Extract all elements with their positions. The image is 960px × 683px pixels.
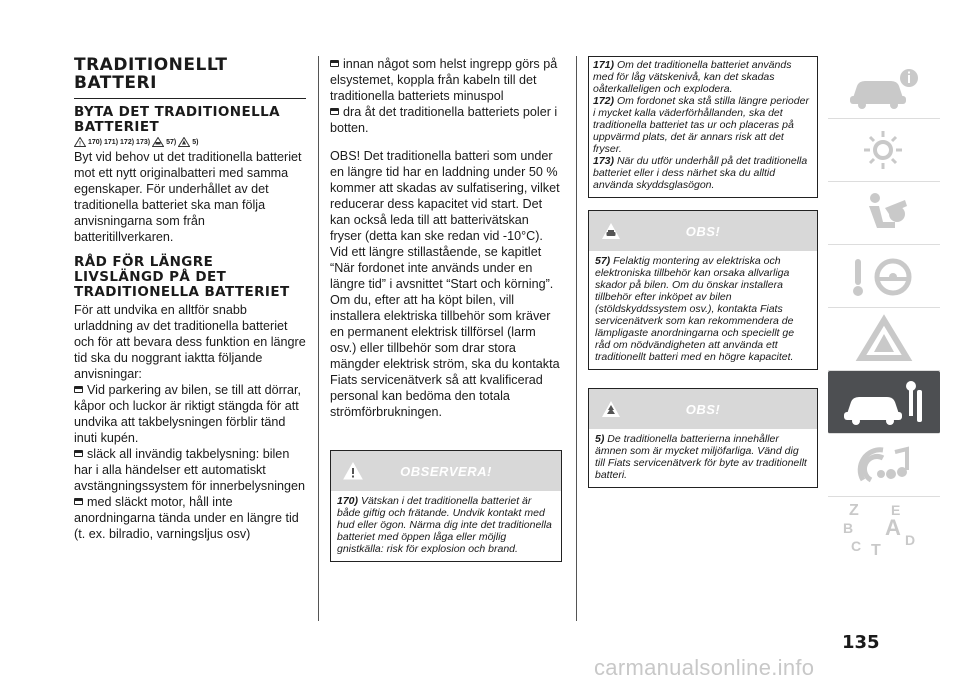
obs-body — [589, 251, 817, 369]
obs-number: 57) — [595, 255, 611, 267]
obs-box-accessories — [588, 210, 818, 370]
dashboard-lights-icon — [845, 125, 923, 175]
warning-text: Vätskan i det traditionella batteriet är både giftig och frätande. Undvik kontakt med hud eller ögon. Närma dig inte det traditionella batteriet med öppen låga eller möjlig gnistkälla: risk för explosion och brand. — [337, 495, 552, 555]
environment-icon — [601, 399, 621, 419]
index-letter: E — [891, 502, 901, 518]
bullet-item: innan något som helst ingrepp görs på elsystemet, koppla från kabeln till det traditionella batteriets minuspol — [330, 57, 558, 103]
warning-box — [330, 450, 562, 562]
index-letter: A — [885, 515, 901, 540]
tab-multimedia[interactable] — [828, 434, 940, 497]
paragraph-lifespan: För att undvika en alltför snabb urladdning av det traditionella batteriet och för att bevara dess funktion en längre tid ska du noggrant iaktta följande anvisningar: — [74, 303, 306, 381]
column-divider — [576, 56, 577, 621]
obs-header — [589, 211, 817, 251]
obs-text: Felaktig montering av elektriska och elektroniska tillbehör kan orsaka allvarliga skador på bilen. Om du önskar installera tillbehör efter inköpet av bilen (stöldskyddssystem osv.), kontakta Fiats servicenätverk som kan rekommendera de lämpligaste anordningarna och speciellt ge råd om nödvändigheten att använda ett traditionellt batteri med en högre kapacitet. — [595, 255, 795, 363]
bullet-item: Vid parkering av bilen, se till att dörrar, kåpor och luckor är riktigt stängda för att undvika att takbelysningen förblir tänd inuti kupén. — [74, 383, 301, 445]
tab-starting-driving[interactable] — [828, 245, 940, 308]
spacer — [588, 198, 818, 210]
bullet-icon — [330, 60, 339, 67]
warning-number: 170) — [337, 495, 359, 507]
page-title: TRADITIONELLT BATTERI — [74, 56, 306, 99]
index-letter: T — [871, 542, 881, 557]
tip-item: 172) Om fordonet ska stå stilla längre perioder i mycket kalla väderförhållanden, ska det traditionella batteriet tas ur och placeras på uppvärmd plats, det är annars risk att det fryser. — [593, 95, 809, 155]
obs-body — [589, 429, 817, 487]
obs-text: De traditionella batterierna innehåller ämnen som är mycket miljöfarliga. Vänd dig till Fiats servicenätverk för byte av traditionellt batteri. — [595, 433, 807, 481]
warning-triangle-icon — [845, 314, 923, 364]
tab-index[interactable] — [828, 497, 940, 559]
satellite-music-icon — [845, 440, 923, 490]
chapter-sidebar — [828, 56, 940, 559]
column-middle — [330, 56, 562, 562]
tab-maintenance[interactable] — [828, 371, 940, 434]
index-letter: B — [843, 520, 854, 536]
tip-item: 171) Om det traditionella batteriet används med för låg vätskenivå, kan det skadas oåterkalleligen och explodera. — [593, 59, 792, 95]
obs-title: OBS! — [685, 401, 721, 417]
ref-170[interactable]: 170) — [88, 138, 103, 146]
ref-173[interactable]: 173) — [136, 138, 151, 146]
alphabet-index-icon — [839, 499, 929, 557]
column-divider — [318, 56, 319, 621]
warning-icon — [343, 461, 363, 481]
paragraph-obs: OBS! Det traditionella batteri som under en längre tid har en laddning under 50 % kommer att skadas av sulfatisering, vilket reducerar dess kapacitet vid start. Det kan också leda till att batterivätskan fryser (detta kan ske redan vid -10°C). Vid ett längre stillastående, se kapitlet “När fordonet inte används under en längre tid” i avsnittet “Start och körning”. Om du, efter att ha köpt bilen, vill installera elektriska tillbehör som kräver en permanent elektrisk tillförsel (larm osv.) eller tillbehör som drar stora mängder elektrisk ström, ska du kontakta Fiats servicenätverk så att kvalificerad personal kan bedöma den totala strömförbrukningen. — [330, 149, 560, 419]
environment-icon — [178, 137, 190, 147]
warning-title: OBSERVERA! — [400, 463, 492, 479]
spacer — [330, 420, 562, 450]
warning-continuation-box — [588, 56, 818, 198]
ref-172[interactable]: 172) — [120, 138, 135, 146]
paragraph-replace: Byt vid behov ut det traditionella batteriet mot ett nytt originalbatteri med samma egenskaper. För underhållet av det traditionella batteriet ska man följa anvisningarna som från batteritillverkaren. — [74, 150, 302, 244]
bullet-icon — [74, 498, 83, 505]
tab-safety[interactable] — [828, 182, 940, 245]
obs-header — [589, 389, 817, 429]
spacer — [588, 370, 818, 388]
warning-body — [331, 491, 561, 561]
index-letter: C — [851, 538, 862, 554]
reference-markers — [74, 137, 306, 147]
spacer — [330, 136, 562, 148]
warning-header — [331, 451, 561, 491]
tab-car-info[interactable] — [828, 56, 940, 119]
index-letter: D — [905, 532, 916, 548]
ref-171[interactable]: 171) — [104, 138, 119, 146]
section-heading-replace: BYTA DET TRADITIONELLA BATTERIET — [74, 104, 280, 135]
bullet-icon — [74, 450, 83, 457]
airbag-seat-icon — [845, 188, 923, 238]
tab-dashboard[interactable] — [828, 119, 940, 182]
key-steering-icon — [845, 251, 923, 301]
bullet-item: med släckt motor, håll inte anordningarna tända under en längre tid (t. ex. bilradio, varningsljus osv) — [74, 495, 299, 541]
car-wrench-icon — [839, 376, 929, 428]
index-letter: Z — [849, 502, 859, 519]
car-warning-icon — [152, 137, 164, 147]
section-heading-lifespan: RÅD FÖR LÄNGRE LIVSLÄNGD PÅ DET TRADITIONELLA BATTERIET — [74, 254, 290, 300]
car-info-icon — [845, 62, 923, 112]
tip-item: 173) När du utför underhåll på det traditionella batteriet eller i dess närhet ska du alltid använda skyddsglasögon. — [593, 155, 808, 191]
column-right — [588, 56, 818, 488]
obs-title: OBS! — [685, 223, 721, 239]
bullet-item: släck all invändig takbelysning: bilen har i alla händelser ett automatiskt avstängningssystem för innerbelysningen — [74, 447, 306, 493]
bullet-icon — [330, 108, 339, 115]
obs-number: 5) — [595, 433, 605, 445]
ref-5[interactable]: 5) — [192, 138, 199, 146]
column-left — [74, 56, 306, 542]
ref-57[interactable]: 57) — [166, 138, 177, 146]
bullet-icon — [74, 386, 83, 393]
bullet-item: dra åt det traditionella batteriets poler i botten. — [330, 105, 558, 135]
page-number: 135 — [842, 632, 880, 653]
warning-triangle-icon — [74, 137, 86, 147]
tab-emergency[interactable] — [828, 308, 940, 371]
car-damage-icon — [601, 221, 621, 241]
watermark: carmanualsonline.info — [594, 655, 815, 680]
svg-text:!: ! — [79, 141, 81, 147]
obs-box-environment — [588, 388, 818, 488]
